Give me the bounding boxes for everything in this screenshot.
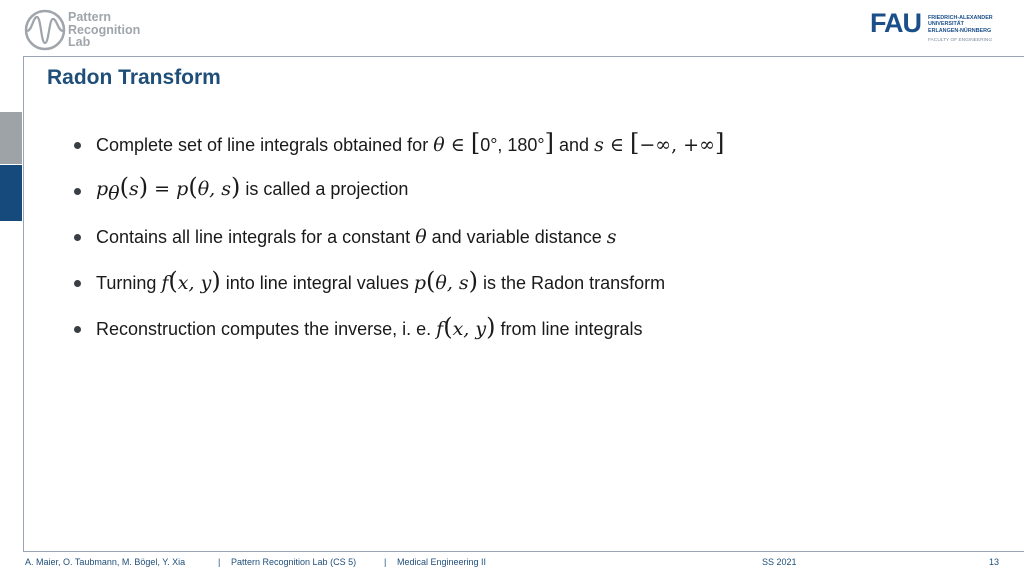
bullet-3 [74, 214, 724, 260]
fau-logo-line1: FRIEDRICH-ALEXANDER [928, 15, 993, 21]
bullet-2-text: $p_\theta(s) = p(\theta$, s) is called a projection [96, 172, 409, 205]
footer-page-number: 13 [989, 557, 1000, 567]
fau-logo-line3: ERLANGEN-NÜRNBERG [928, 27, 992, 34]
lab-logo-line3: Lab [68, 35, 91, 49]
lab-logo-line1: Pattern [68, 10, 112, 24]
bullet-1-text: Complete set of line integrals obtained for θ ∈ [0°, 180°] and s ∈ [−∞, +∞] [96, 129, 725, 157]
footer-term: SS 2021 [762, 557, 797, 567]
frame-bottom-rule [23, 551, 1024, 552]
footer-separator: | [218, 557, 221, 567]
lab-logo-line2: Recognition [68, 22, 141, 37]
bullet-dot [74, 188, 81, 195]
slide-footer [0, 556, 1024, 572]
bullet-dot [74, 326, 81, 333]
bullet-dot [74, 234, 81, 241]
bullet-5-text: Reconstruction computes the inverse, i. e. f(x, y) from line integrals [96, 313, 643, 341]
bullet-4-text: Turning f(x, y) into line integral values p(θ, s) is the Radon transform [96, 267, 666, 295]
bullet-4 [74, 260, 724, 306]
footer-course: Medical Engineering II [397, 557, 487, 567]
slide-title: Radon Transform [47, 66, 221, 89]
footer-separator: | [384, 557, 387, 567]
bullet-list [74, 122, 724, 352]
side-marker-blue [0, 165, 22, 221]
frame-top-rule [23, 56, 1024, 57]
bullet-dot [74, 280, 81, 287]
fau-logo-line2: UNIVERSITÄT [928, 21, 964, 28]
bullet-dot [74, 142, 81, 149]
bullet-2 [74, 168, 724, 214]
pattern-recognition-lab-logo [24, 9, 174, 53]
bullet-5 [74, 306, 724, 352]
fau-logo-faculty: FACULTY OF ENGINEERING [928, 38, 993, 43]
bullet-3-text: Contains all line integrals for a constant θ and variable distance s [96, 226, 617, 248]
fau-logo-mark: FAU [870, 8, 921, 38]
bullet-1 [74, 122, 724, 168]
footer-lab: Pattern Recognition Lab (CS 5) [231, 557, 357, 567]
side-marker-gray [0, 112, 22, 164]
frame-left-rule [23, 56, 24, 552]
lab-wave-icon [24, 9, 66, 51]
fau-logo [870, 10, 1000, 46]
footer-authors: A. Maier, O. Taubmann, M. Bögel, Y. Xia [25, 557, 186, 567]
